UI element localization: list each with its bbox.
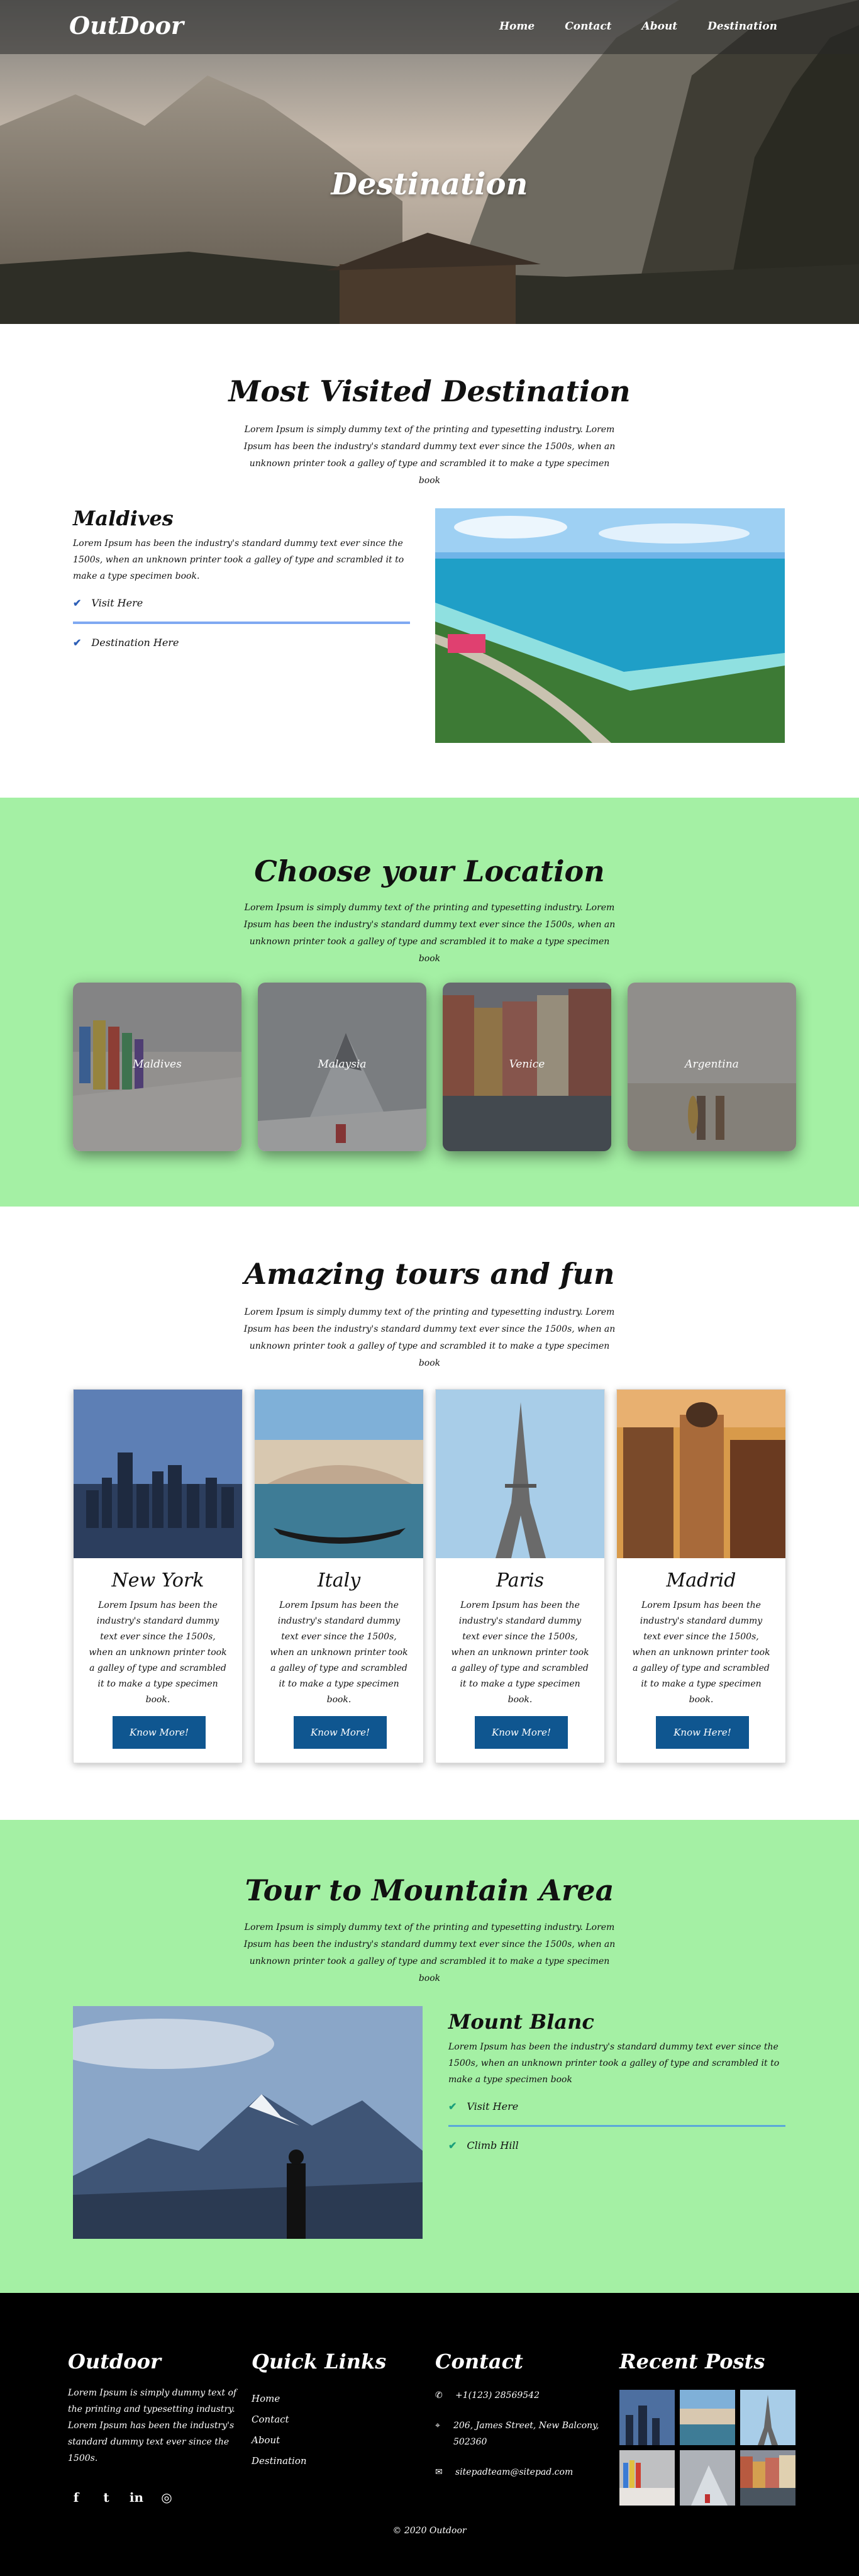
location-label: Maldives xyxy=(133,1058,182,1071)
footer-about xyxy=(68,2350,244,2506)
tour-card-new-york xyxy=(73,1389,243,1763)
eiffel-tower-image xyxy=(436,1390,604,1558)
location-card-maldives[interactable] xyxy=(73,983,241,1151)
footer-link-home[interactable]: Home xyxy=(252,2393,280,2404)
section-description: Lorem Ipsum is simply dummy text of the printing and typesetting industry. Lorem Ipsum has been the industry's standard dummy text ever since the 1500s, when an unknown printer took a galley of type and scrambled it to make a type specimen book xyxy=(243,1922,616,1983)
recent-post-thumbnail[interactable] xyxy=(740,2390,795,2445)
tour-text: Lorem Ipsum has been the industry's standard dummy text ever since the 1500s, when an unknown printer took a galley of type and scrambled it to make a type specimen book. xyxy=(89,1600,227,1705)
tour-card-madrid xyxy=(616,1389,786,1763)
footer-title: Outdoor xyxy=(68,2350,161,2373)
tour-title: Italy xyxy=(317,1570,361,1592)
nav-link-destination[interactable]: Destination xyxy=(707,20,777,33)
tour-image xyxy=(74,1390,242,1558)
section-description: Lorem Ipsum is simply dummy text of the printing and typesetting industry. Lorem Ipsum has been the industry's standard dummy text ever since the 1500s, when an unknown printer took a galley of type and scrambled it to make a type specimen book xyxy=(243,425,616,486)
navbar xyxy=(0,0,859,54)
email-text: sitepadteam@sitepad.com xyxy=(455,2467,574,2477)
tour-image xyxy=(255,1390,423,1558)
tour-image xyxy=(436,1390,604,1558)
check-label: Visit Here xyxy=(467,2100,519,2112)
location-label: Venice xyxy=(509,1058,545,1071)
check-icon: ✔ xyxy=(73,597,82,609)
check-item-visit[interactable] xyxy=(448,2100,785,2112)
recent-post-thumbnail[interactable] xyxy=(619,2450,675,2506)
recent-post-thumbnail[interactable] xyxy=(680,2390,735,2445)
check-icon: ✔ xyxy=(448,2100,457,2112)
check-icon: ✔ xyxy=(448,2139,457,2151)
place-text: Lorem Ipsum has been the industry's standard dummy text ever since the 1500s, when an unknown printer took a galley of type and scrambled it to make a type specimen book xyxy=(448,2042,780,2085)
venice-gondola-image xyxy=(255,1390,423,1558)
footer-contact xyxy=(435,2350,605,2480)
site-logo[interactable]: OutDoor xyxy=(69,11,184,40)
tour-card-italy xyxy=(254,1389,424,1763)
section-description: Lorem Ipsum is simply dummy text of the printing and typesetting industry. Lorem Ipsum has been the industry's standard dummy text ever since the 1500s, when an unknown printer took a galley of type and scrambled it to make a type specimen book xyxy=(243,903,616,964)
check-icon: ✔ xyxy=(73,637,82,649)
linkedin-icon[interactable]: in xyxy=(129,2490,144,2505)
most-visited-section xyxy=(0,324,859,798)
footer-title: Quick Links xyxy=(252,2350,387,2373)
footer-title: Contact xyxy=(435,2350,523,2373)
know-more-button[interactable]: Know More! xyxy=(475,1716,568,1749)
mount-blanc-info xyxy=(448,2010,785,2151)
place-title: Maldives xyxy=(73,506,174,530)
know-here-button[interactable]: Know Here! xyxy=(656,1716,749,1749)
facebook-icon[interactable]: f xyxy=(73,2490,79,2505)
contact-email[interactable] xyxy=(435,2464,605,2480)
section-title: Tour to Mountain Area xyxy=(245,1873,614,1907)
tours-section xyxy=(0,1207,859,1820)
progress-bar xyxy=(448,2125,785,2127)
tour-text: Lorem Ipsum has been the industry's standard dummy text ever since the 1500s, when an unknown printer took a galley of type and scrambled it to make a type specimen book. xyxy=(270,1600,408,1705)
social-links xyxy=(68,2489,244,2506)
place-title: Mount Blanc xyxy=(448,2010,594,2034)
footer-link-destination[interactable]: Destination xyxy=(252,2455,307,2467)
recent-post-thumbnail[interactable] xyxy=(740,2450,795,2506)
footer-quick-links xyxy=(252,2350,390,2472)
mountain-hiker-image xyxy=(73,2006,423,2239)
location-label: Malaysia xyxy=(318,1058,367,1071)
nav-link-contact[interactable]: Contact xyxy=(565,20,612,33)
choose-location-section xyxy=(0,798,859,1207)
know-more-button[interactable]: Know More! xyxy=(294,1716,387,1749)
recent-post-thumbnails xyxy=(619,2390,795,2506)
tour-text: Lorem Ipsum has been the industry's standard dummy text ever since the 1500s, when an unknown printer took a galley of type and scrambled it to make a type specimen book. xyxy=(451,1600,589,1705)
check-item-destination[interactable] xyxy=(73,637,410,649)
mountain-section xyxy=(0,1820,859,2293)
maldives-info xyxy=(73,506,410,649)
contact-address xyxy=(435,2417,605,2450)
footer-link-contact[interactable]: Contact xyxy=(252,2414,289,2425)
footer-link-about[interactable]: About xyxy=(252,2434,280,2446)
recent-post-thumbnail[interactable] xyxy=(680,2450,735,2506)
location-cards xyxy=(73,983,796,1151)
location-pin-icon: ⌖ xyxy=(435,2421,440,2431)
hero-section xyxy=(0,0,859,324)
location-card-argentina[interactable] xyxy=(628,983,796,1151)
location-card-venice[interactable] xyxy=(443,983,611,1151)
location-label: Argentina xyxy=(685,1058,739,1071)
place-text: Lorem Ipsum has been the industry's standard dummy text ever since the 1500s, when an unknown printer took a galley of type and scrambled it to make a type specimen book. xyxy=(73,538,404,581)
section-title: Choose your Location xyxy=(254,854,605,888)
section-title: Amazing tours and fun xyxy=(244,1257,615,1291)
maldives-beach-image xyxy=(435,508,785,743)
nav-link-home[interactable]: Home xyxy=(499,20,535,33)
tour-cards xyxy=(73,1389,786,1763)
contact-phone[interactable] xyxy=(435,2387,605,2404)
check-label: Climb Hill xyxy=(467,2139,519,2151)
madrid-city-image xyxy=(617,1390,785,1558)
footer-link-list xyxy=(252,2389,390,2472)
tour-title: New York xyxy=(111,1570,204,1592)
phone-text: +1(123) 28569542 xyxy=(455,2390,540,2400)
tour-card-paris xyxy=(435,1389,605,1763)
know-more-button[interactable]: Know More! xyxy=(113,1716,206,1749)
section-title: Most Visited Destination xyxy=(228,374,631,408)
progress-bar xyxy=(73,622,410,624)
envelope-icon: ✉ xyxy=(435,2467,443,2477)
check-item-climb[interactable] xyxy=(448,2139,785,2151)
address-text: 206, James Street, New Balcony, 502360 xyxy=(453,2421,599,2447)
footer-about-text: Lorem Ipsum is simply dummy text of the printing and typesetting industry. Lorem Ipsum has been the industry's standard dummy text ever since the 1500s. xyxy=(68,2388,237,2463)
copyright-text: © 2020 Outdoor xyxy=(392,2526,467,2536)
tour-title: Madrid xyxy=(666,1570,736,1592)
check-item-visit[interactable] xyxy=(73,597,410,609)
location-card-malaysia[interactable] xyxy=(258,983,426,1151)
recent-post-thumbnail[interactable] xyxy=(619,2390,675,2445)
nav-link-about[interactable]: About xyxy=(641,20,678,33)
hero-title: Destination xyxy=(331,167,528,202)
phone-icon: ✆ xyxy=(435,2390,443,2400)
tour-image xyxy=(617,1390,785,1558)
tour-title: Paris xyxy=(496,1570,545,1592)
footer-title: Recent Posts xyxy=(619,2350,765,2373)
check-label: Destination Here xyxy=(91,637,179,649)
footer-recent-posts xyxy=(619,2350,795,2506)
nav-links xyxy=(499,20,777,33)
check-label: Visit Here xyxy=(91,597,143,609)
twitter-icon[interactable]: t xyxy=(103,2490,109,2505)
tour-text: Lorem Ipsum has been the industry's standard dummy text ever since the 1500s, when an unknown printer took a galley of type and scrambled it to make a type specimen book. xyxy=(632,1600,770,1705)
new-york-skyline-image xyxy=(74,1390,242,1558)
footer xyxy=(0,2293,859,2576)
section-description: Lorem Ipsum is simply dummy text of the printing and typesetting industry. Lorem Ipsum has been the industry's standard dummy text ever since the 1500s, when an unknown printer took a galley of type and scrambled it to make a type specimen book xyxy=(243,1307,616,1368)
instagram-icon[interactable]: ◎ xyxy=(161,2490,172,2505)
